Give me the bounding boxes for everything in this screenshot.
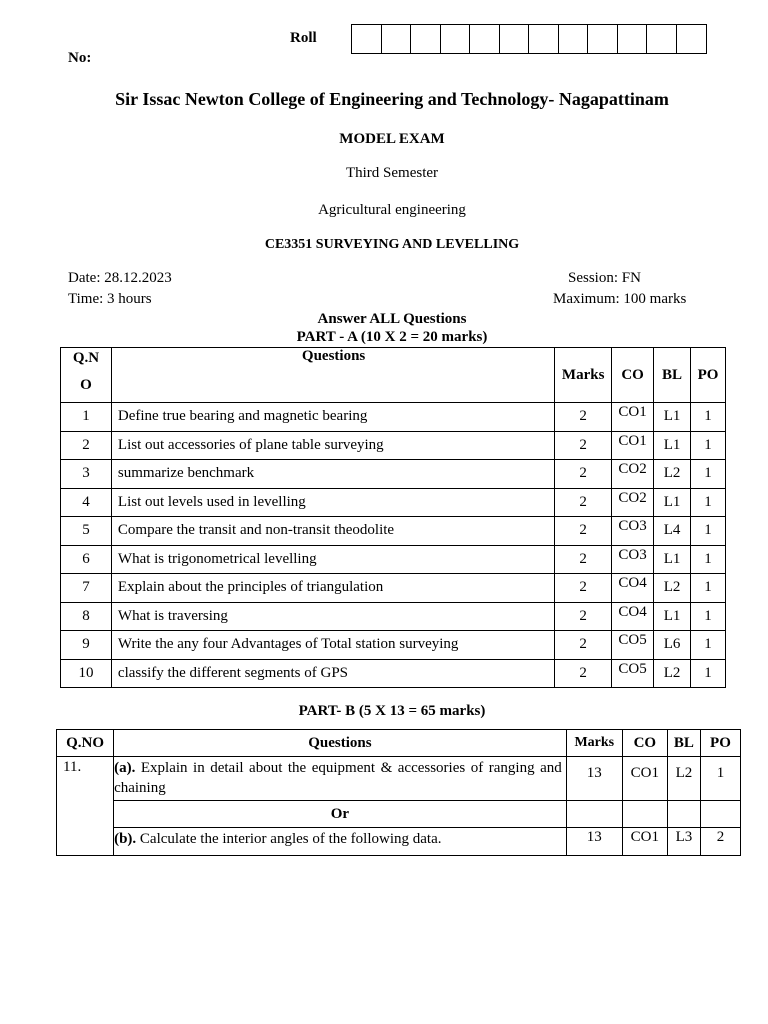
header-marks: Marks xyxy=(566,730,622,757)
header-qno-line2: O xyxy=(80,377,92,393)
marks: 2 xyxy=(555,488,612,517)
question-row xyxy=(61,403,726,432)
question-row xyxy=(61,602,726,631)
instruction-answer-all: Answer ALL Questions xyxy=(317,311,467,327)
po: 1 xyxy=(691,517,726,546)
bl: L4 xyxy=(654,517,691,546)
bl: L2 xyxy=(654,574,691,603)
co: CO2 xyxy=(612,460,654,489)
header-po: PO xyxy=(691,348,726,403)
marks: 2 xyxy=(555,517,612,546)
co: CO5 xyxy=(612,631,654,660)
bl: L2 xyxy=(654,460,691,489)
roll-no-label: No: xyxy=(68,50,92,66)
exam-date: Date: 28.12.2023 xyxy=(68,270,172,286)
roll-number-box[interactable] xyxy=(352,25,382,53)
empty-cell xyxy=(700,801,740,828)
question-number: 9 xyxy=(61,631,112,660)
co: CO5 xyxy=(612,659,654,688)
po: 1 xyxy=(691,431,726,460)
co: CO4 xyxy=(612,602,654,631)
po: 1 xyxy=(691,403,726,432)
question-row xyxy=(61,431,726,460)
question-text: Compare the transit and non-transit theodolite xyxy=(111,517,554,546)
question-11a-row xyxy=(57,757,741,801)
marks: 13 xyxy=(566,828,622,856)
marks: 2 xyxy=(555,403,612,432)
question-text: classify the different segments of GPS xyxy=(111,659,554,688)
question-row xyxy=(61,574,726,603)
exam-duration: Time: 3 hours xyxy=(68,291,152,307)
question-text: What is trigonometrical levelling xyxy=(111,545,554,574)
semester: Third Semester xyxy=(345,165,439,181)
header-bl: BL xyxy=(667,730,700,757)
co: CO1 xyxy=(612,431,654,460)
part-b-title: PART- B (5 X 13 = 65 marks) xyxy=(298,703,486,719)
header-qno-line1: Q.N xyxy=(72,350,100,366)
header-po: PO xyxy=(700,730,740,757)
question-11a xyxy=(114,757,567,801)
marks: 2 xyxy=(555,460,612,489)
empty-cell xyxy=(622,801,667,828)
question-text: Define true bearing and magnetic bearing xyxy=(111,403,554,432)
roll-number-box[interactable] xyxy=(677,25,707,53)
bl: L1 xyxy=(654,602,691,631)
po: 1 xyxy=(691,545,726,574)
question-text: What is traversing xyxy=(111,602,554,631)
header-questions: Questions xyxy=(114,730,567,757)
exam-title: MODEL EXAM xyxy=(339,131,445,147)
bl: L3 xyxy=(667,828,700,856)
roll-number-box[interactable] xyxy=(441,25,471,53)
question-number: 11. xyxy=(57,757,114,856)
question-number: 6 xyxy=(61,545,112,574)
po: 2 xyxy=(700,828,740,856)
po: 1 xyxy=(691,574,726,603)
bl: L2 xyxy=(667,757,700,801)
po: 1 xyxy=(691,488,726,517)
roll-number-boxes xyxy=(351,24,707,54)
marks: 2 xyxy=(555,602,612,631)
header-co: CO xyxy=(612,348,654,403)
po: 1 xyxy=(691,659,726,688)
marks: 2 xyxy=(555,631,612,660)
roll-number-box[interactable] xyxy=(529,25,559,53)
question-number: 1 xyxy=(61,403,112,432)
po: 1 xyxy=(691,631,726,660)
question-11b-text: Calculate the interior angles of the following data. xyxy=(139,831,442,847)
po: 1 xyxy=(691,460,726,489)
header-qno: Q.NO xyxy=(57,730,114,757)
question-number: 10 xyxy=(61,659,112,688)
po: 1 xyxy=(691,602,726,631)
header-questions: Questions xyxy=(111,348,554,403)
question-number: 7 xyxy=(61,574,112,603)
roll-number-box[interactable] xyxy=(559,25,589,53)
question-number: 2 xyxy=(61,431,112,460)
empty-cell xyxy=(667,801,700,828)
bl: L1 xyxy=(654,403,691,432)
question-text: List out levels used in levelling xyxy=(111,488,554,517)
question-row xyxy=(61,460,726,489)
roll-label: Roll xyxy=(290,30,317,46)
co: CO1 xyxy=(622,757,667,801)
question-text: Write the any four Advantages of Total station surveying xyxy=(111,631,554,660)
question-row xyxy=(61,517,726,546)
roll-number-box[interactable] xyxy=(500,25,530,53)
question-row xyxy=(61,488,726,517)
part-b-table xyxy=(56,729,741,856)
college-name: Sir Issac Newton College of Engineering and Technology- Nagapattinam xyxy=(115,89,669,109)
roll-number-box[interactable] xyxy=(411,25,441,53)
co: CO2 xyxy=(612,488,654,517)
part-a-table xyxy=(60,347,726,688)
bl: L1 xyxy=(654,488,691,517)
co: CO3 xyxy=(612,545,654,574)
co: CO1 xyxy=(612,403,654,432)
or-row xyxy=(57,801,741,828)
header-marks: Marks xyxy=(555,348,612,403)
roll-number-box[interactable] xyxy=(618,25,648,53)
bl: L1 xyxy=(654,545,691,574)
option-b-label: (b). xyxy=(114,831,137,847)
empty-cell xyxy=(566,801,622,828)
question-number: 4 xyxy=(61,488,112,517)
co: CO1 xyxy=(622,828,667,856)
question-row xyxy=(61,659,726,688)
bl: L2 xyxy=(654,659,691,688)
co: CO4 xyxy=(612,574,654,603)
roll-number-box[interactable] xyxy=(647,25,677,53)
question-text: summarize benchmark xyxy=(111,460,554,489)
bl: L6 xyxy=(654,631,691,660)
header-bl: BL xyxy=(654,348,691,403)
header-qno xyxy=(61,348,112,403)
department: Agricultural engineering xyxy=(318,202,466,218)
or-separator: Or xyxy=(114,801,567,828)
question-11b xyxy=(114,828,567,856)
marks: 2 xyxy=(555,431,612,460)
question-11a-text: Explain in detail about the equipment & accessories of ranging and chaining xyxy=(114,760,562,796)
question-number: 5 xyxy=(61,517,112,546)
question-11b-row xyxy=(57,828,741,856)
roll-number-box[interactable] xyxy=(588,25,618,53)
co: CO3 xyxy=(612,517,654,546)
question-text: List out accessories of plane table surveying xyxy=(111,431,554,460)
question-number: 8 xyxy=(61,602,112,631)
marks: 2 xyxy=(555,574,612,603)
maximum-marks: Maximum: 100 marks xyxy=(553,291,687,307)
course-title: CE3351 SURVEYING AND LEVELLING xyxy=(264,237,520,252)
exam-session: Session: FN xyxy=(568,270,641,286)
question-row xyxy=(61,631,726,660)
header-co: CO xyxy=(622,730,667,757)
marks: 2 xyxy=(555,545,612,574)
po: 1 xyxy=(700,757,740,801)
roll-number-box[interactable] xyxy=(382,25,412,53)
roll-number-box[interactable] xyxy=(470,25,500,53)
bl: L1 xyxy=(654,431,691,460)
marks: 2 xyxy=(555,659,612,688)
question-text: Explain about the principles of triangulation xyxy=(111,574,554,603)
part-a-title: PART - A (10 X 2 = 20 marks) xyxy=(296,329,488,345)
question-number: 3 xyxy=(61,460,112,489)
option-a-label: (a). xyxy=(114,760,136,776)
marks: 13 xyxy=(566,757,622,801)
question-row xyxy=(61,545,726,574)
